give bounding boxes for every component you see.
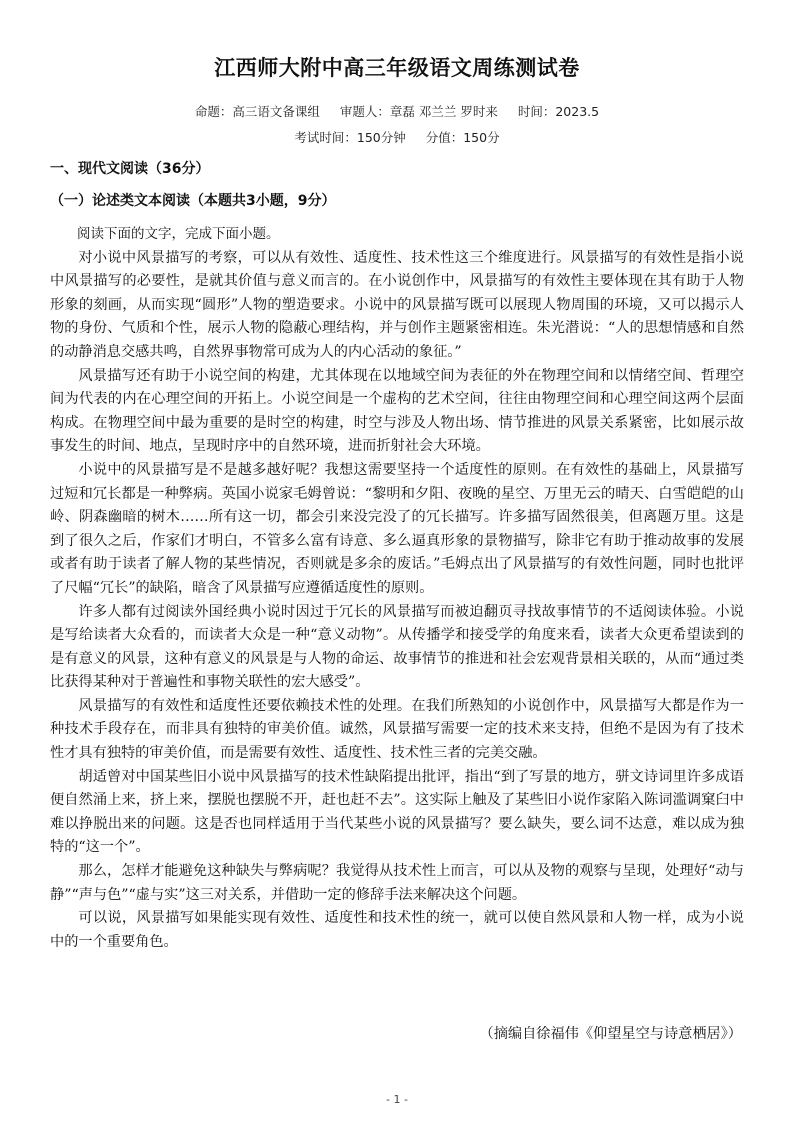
passage-paragraph: 胡适曾对中国某些旧小说中风景描写的技术性缺陷提出批评，指出“到了写景的地方，骈文诗词里许多成语便自然涌上来，挤上来，摆脱也摆脱不开，赶也赶不去”。这实际上触及了某些旧小说作家陷入陈词滥调窠臼中难以挣脱出来的问题。这是否也同样适用于当代某些小说的风景描写？要么缺失，要么词不达意，难以成为独特的“这一个”。	[50, 768, 744, 856]
exam-meta-time	[0, 128, 794, 146]
reviewer-text: 审题人：章磊 邓兰兰 罗时来	[339, 104, 498, 119]
score-text: 分值：150分	[425, 130, 500, 145]
passage-source: （摘编自徐福伟《仰望星空与诗意栖居》）	[479, 1026, 742, 1042]
passage-paragraph: 对小说中风景描写的考察，可以从有效性、适度性、技术性这三个维度进行。风景描写的有效性是指小说中风景描写的必要性，是就其价值与意义而言的。在小说创作中，风景描写的有效性主要体现在其有助于人物形象的刻画，从而实现“圆形”人物的塑造要求。小说中的风景描写既可以展现人物周围的环境，又可以揭示人物的身份、气质和个性，展示人物的隐蔽心理结构，并与创作主题紧密相连。朱光潜说：“人的思想情感和自然的动静消息交感共鸣，自然界事物常可成为人的内心活动的象征。”	[50, 249, 744, 360]
passage-paragraph: 那么，怎样才能避免这种缺失与弊病呢？我觉得从技术性上而言，可以从及物的观察与呈现，处理好“动与静”“声与色”“虚与实”这三对关系，并借助一定的修辞手法来解决这个问题。	[50, 863, 744, 903]
passage-body	[50, 223, 744, 954]
page-number: - 1 -	[386, 1093, 408, 1106]
exam-title: 江西师大附中高三年级语文周练测试卷	[214, 56, 580, 80]
exam-time-text: 考试时间：150分钟	[294, 130, 406, 145]
passage-paragraph: 可以说，风景描写如果能实现有效性、适度性和技术性的统一，就可以使自然风景和人物一样，成为小说中的一个重要角色。	[50, 910, 744, 950]
proposer-text: 命题：高三语文备课组	[194, 104, 320, 119]
passage-paragraph: 风景描写还有助于小说空间的构建，尤其体现在以地域空间为表征的外在物理空间和以情绪空间、哲理空间为代表的内在心理空间的开拓上。小说空间是一个虚构的艺术空间，往往由物理空间和心理空间这两个层面构成。在物理空间中最为重要的是时空的构建，时空与涉及人物出场、情节推进的风景关系紧密，比如展示故事发生的时间、地点，呈现时序中的自然环境，进而折射社会大环境。	[50, 367, 744, 455]
passage-instruction: 阅读下面的文字，完成下面小题。	[77, 226, 280, 242]
passage-paragraph: 小说中的风景描写是不是越多越好呢？我想这需要坚持一个适度性的原则。在有效性的基础上，风景描写过短和冗长都是一种弊病。英国小说家毛姆曾说：“黎明和夕阳、夜晚的星空、万里无云的晴天、白雪皑皑的山岭、阴森幽暗的树木……所有这一切，都会引来没完没了的冗长描写。许多描写固然很美，但离题万里。这是到了很久之后，作家们才明白，不管多么富有诗意、多么逼真形象的景物描写，除非它有助于推动故事的发展或者有助于读者了解人物的某些情况，否则就是多余的废话。”毛姆点出了风景描写的有效性问题，同时也批评了尺幅“冗长”的缺陷，暗含了风景描写应遵循适度性的原则。	[50, 461, 744, 596]
section-heading: 一、现代文阅读（36分）	[50, 161, 210, 177]
exam-meta-authors	[0, 102, 794, 120]
date-text: 时间：2023.5	[517, 104, 600, 119]
passage-paragraph: 风景描写的有效性和适度性还要依赖技术性的处理。在我们所熟知的小说创作中，风景描写大都是作为一种技术手段存在，而非具有独特的审美价值。诚然，风景描写需要一定的技术来支持，但绝不是因为有了技术性才具有独特的审美价值，而是需要有效性、适度性、技术性三者的完美交融。	[50, 697, 744, 762]
subsection-heading: （一）论述类文本阅读（本题共3小题，9分）	[50, 193, 336, 209]
passage-paragraph: 许多人都有过阅读外国经典小说时因过于冗长的风景描写而被迫翻页寻找故事情节的不适阅读体验。小说是写给读者大众看的，而读者大众是一种“意义动物”。从传播学和接受学的角度来看，读者大众更希望读到的是有意义的风景，这种有意义的风景是与人物的命运、故事情节的推进和社会宏观背景相关联的，从而“通过类比获得某种对于普遍性和事物关联性的宏大感受”。	[50, 603, 744, 691]
